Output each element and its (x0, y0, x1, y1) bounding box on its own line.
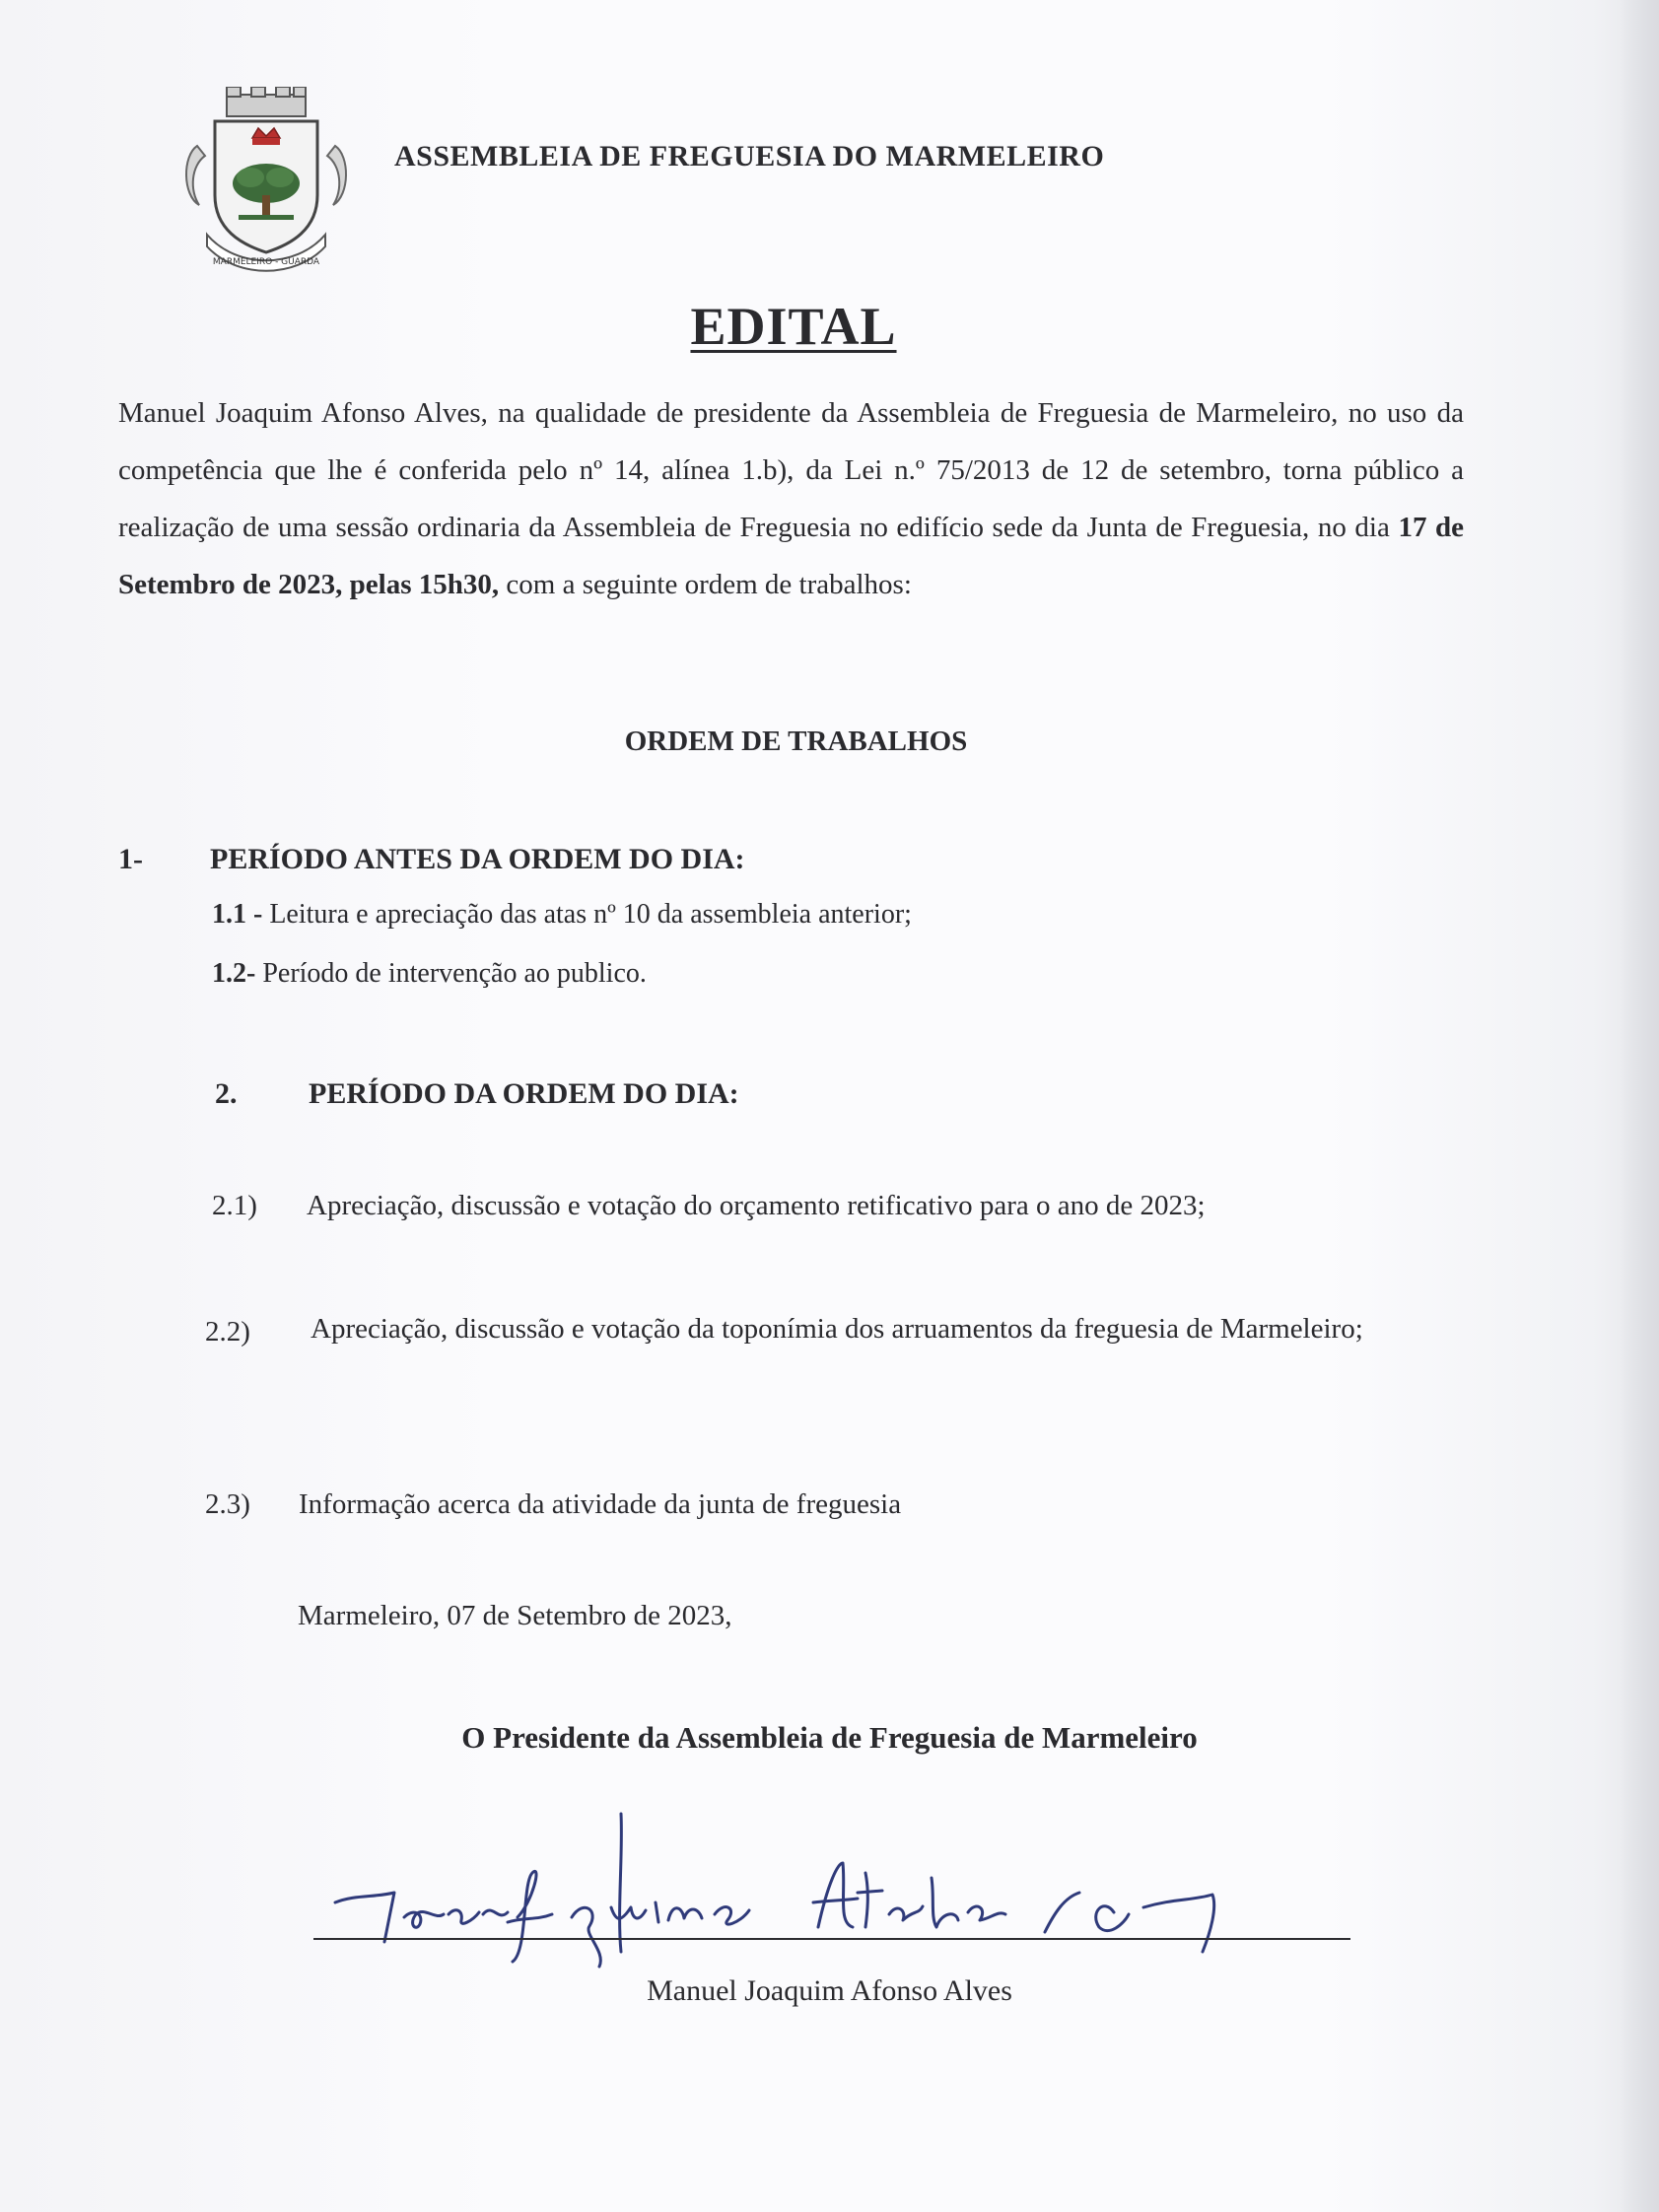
section-2-title: PERÍODO DA ORDEM DO DIA: (309, 1077, 739, 1110)
agenda-item-text: Período de intervenção ao publico. (255, 958, 647, 989)
signature-line (313, 1938, 1350, 1940)
meeting-date-time: 17 de Setembro de 2023, pelas 15h30, (118, 512, 1465, 600)
section-2-number: 2. (215, 1077, 238, 1110)
place-and-date: Marmeleiro, 07 de Setembro de 2023, (298, 1600, 732, 1631)
agenda-item-2-2-text: Apreciação, discussão e votação da toponímia dos arruamentos da freguesia de Marmeleiro; (311, 1313, 1363, 1345)
organization-name: ASSEMBLEIA DE FREGUESIA DO MARMELEIRO (394, 140, 1105, 173)
document-title: EDITAL (690, 297, 897, 356)
agenda-item-2-2-number: 2.2) (205, 1316, 250, 1348)
agenda-item-1-1 (212, 899, 912, 931)
crest-motto: MARMELEIRO - GUARDA (212, 257, 320, 267)
intro-text-before: Manuel Joaquim Afonso Alves, na qualidade de presidente da Assembleia de Freguesia de Marmeleiro, no uso da competência que lhe é conferida pelo nº 14, alínea 1.b), da Lei n.º 75/2013 de 12 de setembro, torna público a realização de uma sessão ordinaria da Assembleia de Freguesia no edifício sede da Junta de Freguesia, no dia (118, 397, 1464, 543)
agenda-item-2-3-number: 2.3) (205, 1488, 250, 1520)
signature-text: Manuel Joaquim Afonso Alves (325, 1804, 341, 1805)
section-1-title: PERÍODO ANTES DA ORDEM DO DIA: (210, 843, 745, 875)
agenda-item-1-2 (212, 958, 647, 990)
agenda-heading: ORDEM DE TRABALHOS (624, 726, 968, 757)
handwritten-signature (325, 1804, 1350, 1981)
page-shadow-edge (1620, 0, 1659, 2212)
agenda-item-text: Leitura e apreciação das atas nº 10 da assembleia anterior; (262, 899, 912, 930)
signer-role: O Presidente da Assembleia de Freguesia de Marmeleiro (461, 1720, 1198, 1755)
agenda-item-number: 1.2- (212, 958, 256, 989)
section-1-number: 1- (118, 843, 143, 875)
agenda-item-2-1-number: 2.1) (212, 1190, 257, 1221)
agenda-item-2-3-text: Informação acerca da atividade da junta de freguesia (299, 1488, 902, 1520)
coat-of-arms-icon (177, 87, 355, 274)
agenda-item-number: 1.1 - (212, 899, 263, 930)
agenda-item-2-1-text: Apreciação, discussão e votação do orçamento retificativo para o ano de 2023; (307, 1190, 1206, 1221)
intro-text-after: com a seguinte ordem de trabalhos: (499, 569, 912, 600)
intro-paragraph (118, 384, 1464, 613)
signer-name: Manuel Joaquim Afonso Alves (647, 1974, 1012, 2007)
